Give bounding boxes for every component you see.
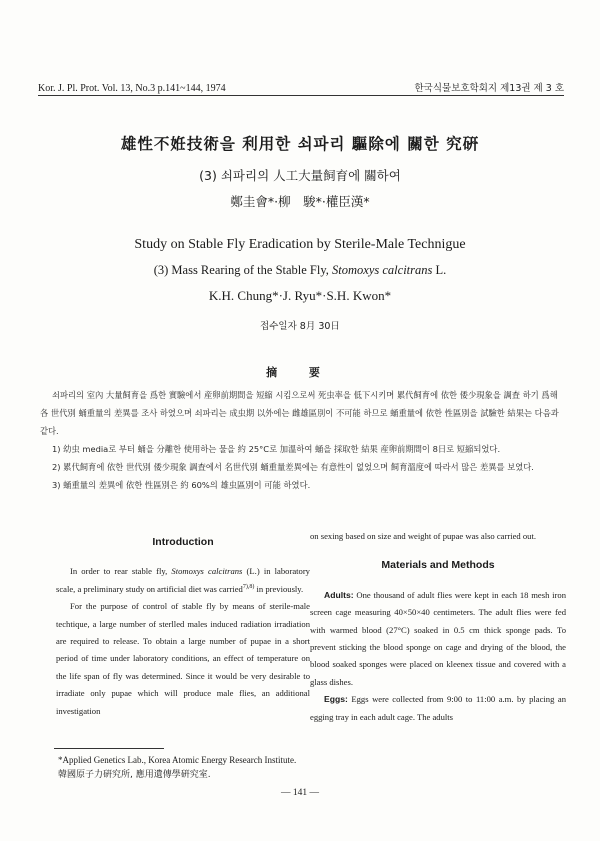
title-korean: 雄性不姙技術을 利用한 쇠파리 驅除에 關한 究硏 <box>120 135 480 153</box>
title-english: Study on Stable Fly Eradication by Sterile-Male Technigue <box>134 237 466 252</box>
adults-text: One thousand of adult flies were kept in each 18 mesh iron screen cage measuring 40×50×40 centimeters. The adult flies were fed with warmed blood (27°C) soaked in 0.5 cm thick sponge pads. To prevent sticking the blood sponge on cage and drying of the blood, the blood soaked sponges were placed on kleenex tissue and covered with a glass dishes. <box>310 589 566 687</box>
subtitle-korean: (3) 쇠파리의 人工大量飼育에 關하여 <box>199 168 401 183</box>
header-rule <box>38 95 564 96</box>
eggs-paragraph <box>310 691 566 726</box>
journal-name-korean: 한국식물보호학회지 제13권 제 3 호 <box>414 83 564 94</box>
footnote-rule <box>54 748 164 749</box>
adults-paragraph <box>310 587 566 691</box>
intro-text: In order to rear stable fly, <box>70 566 172 577</box>
footnote <box>58 753 296 783</box>
footnote-korean: 韓國原子力硏究所, 應用遺傳學硏究室. <box>58 770 211 780</box>
journal-citation: Kor. J. Pl. Prot. Vol. 13, No.3 p.141~144, 1974 <box>38 83 226 94</box>
abstract-heading: 摘 要 <box>266 366 334 379</box>
intro-paragraph-2: For the purpose of control of stable fly by means of sterile-male techtique, a large number of sterlled males induced radiation irradiation are required to release. To obtain a large number of pupae in a short period of time under laboratory conditions, an effect of temperature on the life span of fly was determined. Since it would be very desirable to irradiate only pupae which will produce male flies, an additional investigation <box>56 601 310 716</box>
abstract-item-3: 3) 蛹重量의 差異에 依한 性區別은 約 60%의 雄虫區別이 可能 하였다. <box>52 480 311 490</box>
citation-ref: 7),8) <box>242 583 255 590</box>
subtitle-english-prefix: (3) Mass Rearing of the Stable Fly, <box>153 263 333 277</box>
eggs-text: Eggs were collected from 9:00 to 11:00 a.m. by placing an egging tray in each adult cage. The adults <box>310 694 566 722</box>
introduction-heading: Introduction <box>152 536 214 548</box>
abstract-body <box>40 386 560 494</box>
eggs-lead: Eggs: <box>324 694 348 705</box>
page-number: — 141 — <box>281 788 319 798</box>
intro-paragraph-2-continued: on sexing based on size and weight of pupae was also carried out. <box>310 531 536 541</box>
footnote-english: *Applied Genetics Lab., Korea Atomic Energy Research Institute. <box>58 755 297 765</box>
methods-heading: Materials and Methods <box>381 559 495 572</box>
authors-korean: 鄭圭會*·柳 駿*·權臣漢* <box>230 194 370 209</box>
species-name: Stomoxys calcitrans <box>332 263 433 277</box>
abstract-item-2: 2) 累代飼育에 依한 世代別 倭少現象 調査에서 名世代別 蛹重量差異에는 有意性이 없었으며 飼育溫度에 따라서 많은 差異를 보였다. <box>52 462 534 472</box>
received-date: 접수일자 8月 30日 <box>260 321 340 332</box>
intro-text: in previously. <box>254 583 304 594</box>
right-column <box>310 528 566 726</box>
abstract-intro: 쇠파리의 室內 大量飼育을 爲한 實驗에서 産卵前期間을 短縮 시킴으로써 死虫率을 低下시키며 累代飼育에 依한 倭少現象을 調査 하기 爲해 各 世代別 蛹重量의 差異를 조사 하였으며 쇠파리는 成虫期 以外에는 雌雄區別이 不可能 하므로 蛹重量에 依한 性區別을 試驗한 結果는 다음과 같다. <box>40 390 559 436</box>
adults-lead: Adults: <box>324 589 354 600</box>
left-column <box>56 528 310 720</box>
subtitle-english-suffix: L. <box>432 263 447 277</box>
intro-species: Stomoxys calcitrans <box>171 566 243 577</box>
authors-english: K.H. Chung*·J. Ryu*·S.H. Kwon* <box>208 288 392 303</box>
running-head <box>38 80 564 94</box>
intro-paragraph-1 <box>56 563 310 598</box>
intro-text: (L.) in laboratory scale, a preliminary study on artificial diet was carried <box>56 566 310 594</box>
abstract-item-1: 1) 幼虫 media로 부터 蛹을 分離한 使用하는 물을 約 25°C로 加溫하여 蛹을 採取한 結果 産卵前期間이 8日로 短縮되었다. <box>52 444 501 454</box>
subtitle-english <box>0 263 600 278</box>
